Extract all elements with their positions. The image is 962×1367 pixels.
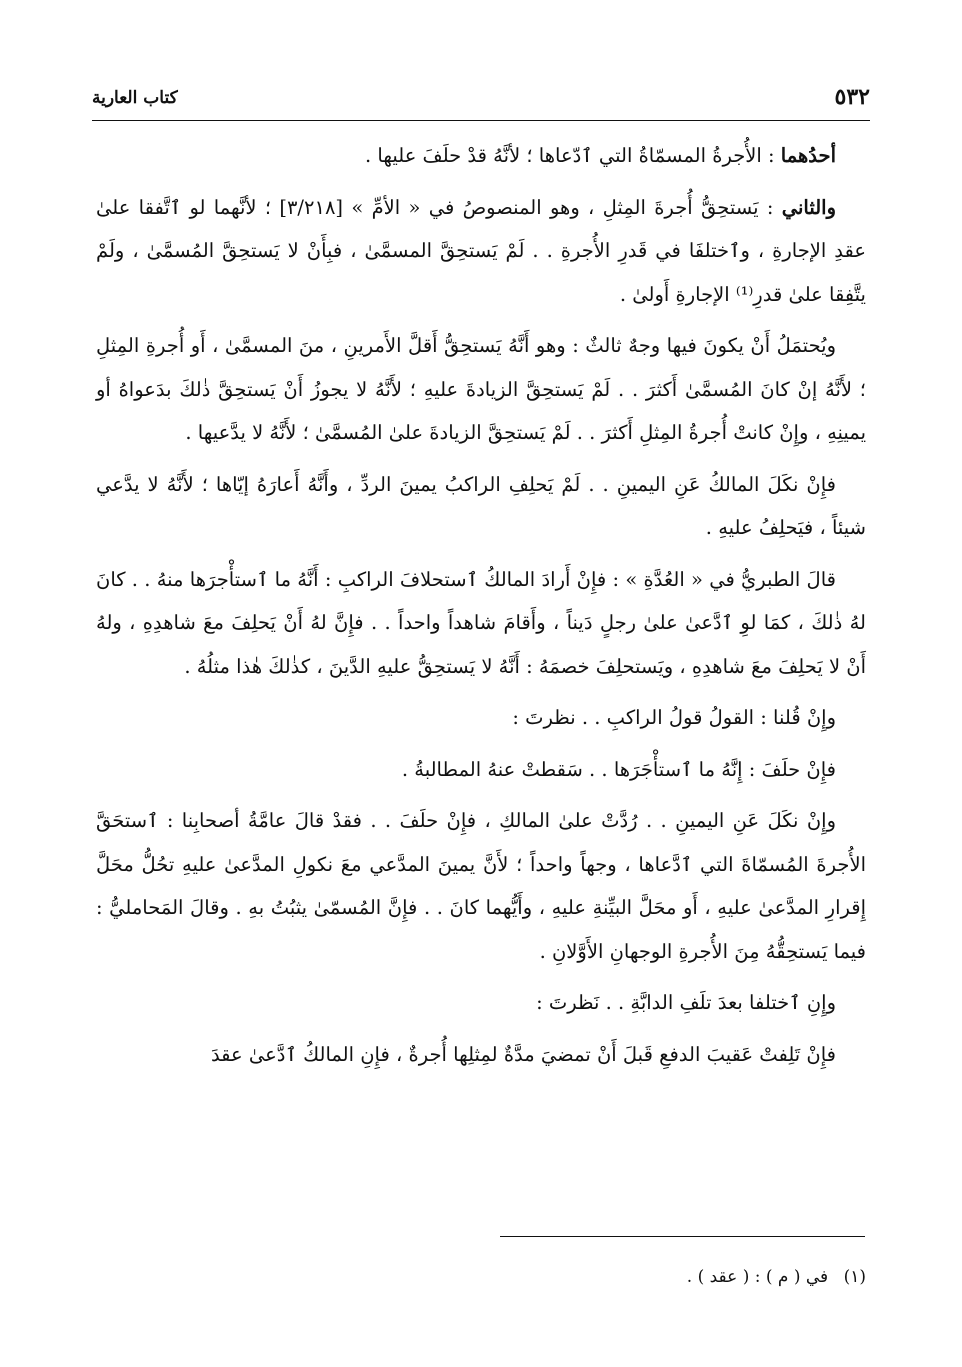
paragraph [96,696,866,740]
page-body [96,134,866,1084]
footnote-text: في ( م ) : ( عقد ) . [686,1267,829,1287]
paragraph-text: فإِنْ تَلِفتْ عَقيبَ الدفعِ قَبلَ أَنْ تمضيَ مدَّةٌ لمِثلِها أُجرةٌ ، فإِنِ المالكُ ٱدَّعىٰ عقدَ [210,1042,836,1066]
running-title: كتاب العارية [92,88,178,108]
footnote-rule [500,1236,865,1237]
page-header [92,82,870,118]
footnote [96,1262,866,1292]
paragraph [96,324,866,455]
paragraph-text: ويُحتمَلُ أَنْ يكونَ فيها وجهٌ ثالثٌ : وهو أَنَّهُ يَستحِقُّ أَقلَّ الأَمرينِ ، منَ المسمَّىٰ ، أَو أُجرةِ المِثلِ ؛ لأَنَّهُ إنْ كانَ المُسمَّىٰ أَكثرَ . . لَمْ يَستحِقَّ الزيادةَ عليهِ ؛ لأَنَّهُ لا يجوزُ أَنْ يَستحِقَّ ذٰلكَ بدَعواهُ أو يمينِهِ ، وإِنْ كانتْ أُجرةُ المِثلِ أَكثرَ . . لَمْ يَستحِقَّ الزيادةَ علىٰ المُسمَّىٰ ؛ لأَنَّهُ لا يدَّعيها . [96,334,866,444]
page-number: ٥٣٢ [834,84,870,110]
footnote-number: (١) [843,1267,866,1287]
paragraph [96,1033,866,1077]
paragraph [96,186,866,317]
paragraph-lead: أحدُهما [780,144,836,167]
footnotes [96,1262,866,1292]
paragraph-text: وإِنِ ٱختلفا بعدَ تلَفِ الدابَّةِ . . نَظرتَ : [536,991,836,1014]
paragraph-text: فإِنْ حلَفَ : إِنَّهُ ما ٱستأْجَرَها . . سَقطتْ عنهُ المطالبةُ . [401,757,836,781]
paragraph-text: فإِنْ نكَلَ المالكُ عَنِ اليمينِ . . لَمْ يَحلِفِ الراكبُ يمينَ الردِّ ، وأَنَّهُ أَعارَهُ إيّاها ؛ لأَنَّهُ لا يدَّعي شيئاً ، فيَحلِفُ عليهِ . [96,472,866,539]
paragraph-text: وإِنْ قُلنا : القولُ قولُ الراكبِ . . نظرتَ : [512,706,836,729]
paragraph [96,799,866,973]
paragraph [96,134,866,178]
paragraph-text: وإِنْ نكَلَ عَنِ اليمينِ . . رُدَّتْ علىٰ المالكِ ، فإِنْ حلَفَ . . فقدْ قالَ عامَّةُ أصحابِنا : ٱستحَقَّ الأُجرةَ المُسمّاةَ التي ٱدَّعاها ، وجهاً واحداً ؛ لأَنَّ يمينَ المدَّعي معَ نكولِ المدَّعىٰ عليهِ تحُلُّ محَلَّ إِقرارِ المدَّعىٰ عليهِ ، أَو محَلَّ البيِّنةِ عليهِ ، وأَيُّهما كانَ . . فإِنَّ المُسمّىٰ يثبُتُ بهِ . وقالَ المَحامليُّ : فيما يَستحِقُّهُ مِنَ الأُجرةِ الوجهانِ الأَوَّلانِ . [96,809,866,963]
header-rule [92,120,870,121]
paragraph [96,981,866,1025]
paragraph-lead: والثاني [781,195,836,219]
paragraph-text: : يَستحِقُّ أُجرةَ المِثلِ ، وهو المنصوصُ في « الأمِّ » [٣/٢١٨] ؛ لأنَّهما لو ٱتَّفقا علىٰ عقدِ الإجارةِ ، وٱختلفَا في قَدرِ الأُجرةِ . . لَمْ يَستحِقَّ المسمَّىٰ ، فبِأَنْ لا يَستحِقَّ المُسمَّىٰ ، ولَمْ يتَّفِقا علىٰ قدرِ⁽¹⁾ الإجارةِ أَولىٰ . [96,195,866,306]
paragraph [96,558,866,689]
paragraph [96,463,866,550]
paragraph-text: : الأُجرةُ المسمّاةُ التي ٱدّعاها ؛ لأنَّهُ قدْ حلَفَ عليها . [365,144,781,167]
paragraph [96,748,866,792]
paragraph-text: قالَ الطبريُّ في « العُدَّةِ » : فإِنْ أَرادَ المالكُ ٱستحلافَ الراكبِ : أَنَّهُ ما ٱستأْجرَها منهُ . . كانَ لهُ ذٰلكَ ، كمَا لوِ ٱدَّعىٰ علىٰ رجلٍ دَيناً ، وأَقامَ شاهداً واحداً . . فإِنَّ لهُ أَنْ يَحلِفَ معَ شاهدِهِ ، ولهُ أَنْ لا يَحلِفَ معَ شاهدِهِ ، ويَستحلِفَ خصمَهُ : أَنَّهُ لا يَستحِقُّ عليهِ الدَّينَ ، كذٰلكَ هٰذا مثلُهُ . [96,567,866,678]
